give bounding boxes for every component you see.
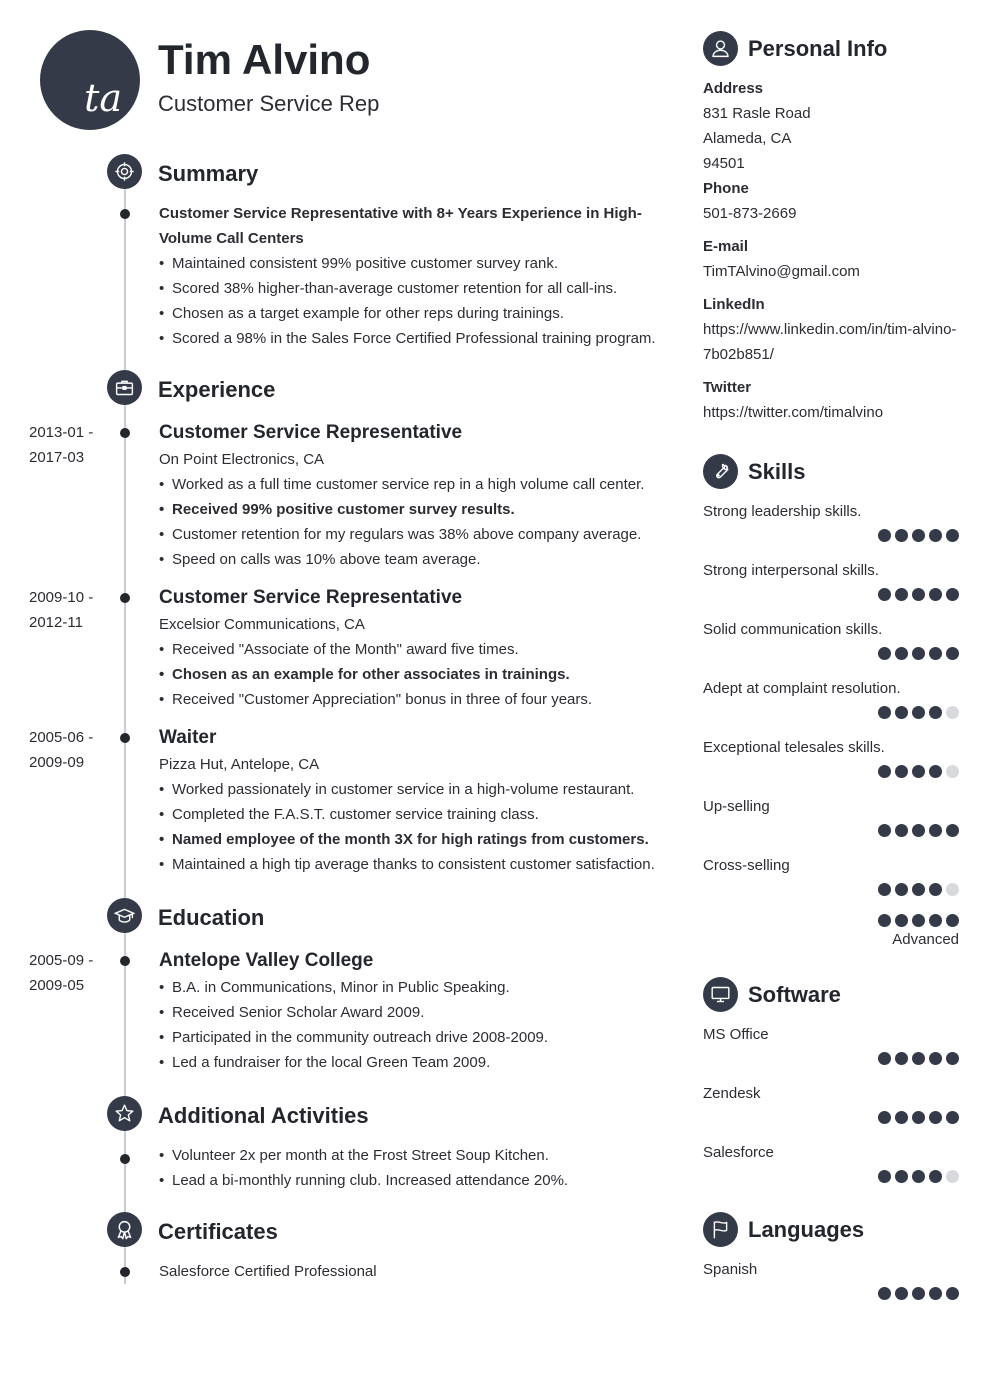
rating-dot-filled <box>929 529 942 542</box>
graduation-cap-icon <box>107 898 142 933</box>
bullet-item: • Received Senior Scholar Award 2009. <box>159 1000 669 1025</box>
skill-item <box>703 617 959 660</box>
timeline-dot <box>120 593 130 603</box>
skill-item <box>703 794 959 837</box>
section-title-education: Education <box>158 905 265 930</box>
skill-rating <box>703 647 959 660</box>
software-name: Salesforce <box>703 1144 774 1161</box>
summary-lead: Customer Service Representative with 8+ Years Experience in High-Volume Call Centers <box>159 205 642 247</box>
date-from: 2005-09 - <box>29 952 94 969</box>
rating-dot-filled <box>946 914 959 927</box>
wrench-icon <box>703 454 738 489</box>
section-title-certificates: Certificates <box>158 1219 278 1244</box>
timeline-dot <box>120 1154 130 1164</box>
language-rating <box>703 1287 959 1300</box>
software-rating <box>703 1052 959 1065</box>
software-item <box>703 1022 959 1065</box>
rating-dot-filled <box>895 1052 908 1065</box>
rating-dot-filled <box>878 883 891 896</box>
rating-dot-filled <box>878 588 891 601</box>
rating-dot-filled <box>912 588 925 601</box>
bullet-item: • Speed on calls was 10% above team average. <box>159 547 669 572</box>
rating-dot-filled <box>929 1170 942 1183</box>
skill-name: Cross-selling <box>703 857 790 874</box>
skill-rating <box>703 706 959 719</box>
job-dates <box>29 585 109 635</box>
bullet-item: • B.A. in Communications, Minor in Public Speaking. <box>159 975 669 1000</box>
software-item <box>703 1140 959 1183</box>
language-name: Spanish <box>703 1261 758 1278</box>
date-from: 2009-10 - <box>29 589 94 606</box>
rating-dot-empty <box>946 765 959 778</box>
rating-dot-filled <box>878 529 891 542</box>
timeline-line <box>124 404 126 900</box>
rating-dot-empty <box>946 883 959 896</box>
rating-dot-filled <box>912 1052 925 1065</box>
rating-dot-filled <box>895 1111 908 1124</box>
bullet-item: • Scored a 98% in the Sales Force Certified Professional training program. <box>159 326 669 351</box>
rating-dot-filled <box>912 1170 925 1183</box>
monogram-initials: ta <box>84 76 122 120</box>
rating-dot-filled <box>946 588 959 601</box>
twitter-label: Twitter <box>703 379 752 396</box>
job-organization: Pizza Hut, Antelope, CA <box>159 756 320 773</box>
bullet-item: • Chosen as a target example for other reps during trainings. <box>159 301 669 326</box>
timeline-dot <box>120 956 130 966</box>
timeline-line <box>124 1130 126 1214</box>
rating-dot-filled <box>895 824 908 837</box>
briefcase-icon <box>107 370 142 405</box>
skill-rating <box>703 765 959 778</box>
rating-dot-filled <box>912 1111 925 1124</box>
section-title-experience: Experience <box>158 377 276 402</box>
timeline-dot <box>120 1267 130 1277</box>
bullet-item: • Volunteer 2x per month at the Frost Street Soup Kitchen. <box>159 1143 669 1168</box>
rating-dot-filled <box>895 1287 908 1300</box>
target-icon <box>107 154 142 189</box>
rating-dot-filled <box>929 1052 942 1065</box>
rating-dot-filled <box>929 588 942 601</box>
activities-bullets <box>159 1143 669 1193</box>
rating-dot-filled <box>912 706 925 719</box>
timeline-line <box>124 1246 126 1284</box>
section-title-languages: Languages <box>748 1217 865 1242</box>
address-line: 94501 <box>703 155 745 172</box>
rating-dot-filled <box>929 914 942 927</box>
bullet-item: • Named employee of the month 3X for high ratings from customers. <box>159 827 669 852</box>
job-entry <box>159 583 669 712</box>
software-item <box>703 1081 959 1124</box>
rating-dot-empty <box>946 1170 959 1183</box>
rating-dot-filled <box>929 883 942 896</box>
rating-dot-filled <box>946 824 959 837</box>
rating-dot-filled <box>895 588 908 601</box>
flag-icon <box>703 1212 738 1247</box>
job-entry <box>159 723 669 877</box>
rating-dot-filled <box>929 765 942 778</box>
rating-dot-filled <box>912 529 925 542</box>
job-title: Customer Service Representative <box>159 587 463 608</box>
candidate-name: Tim Alvino <box>158 36 371 83</box>
rating-dot-filled <box>878 765 891 778</box>
certificates-block <box>159 1259 669 1284</box>
education-dates <box>29 948 109 998</box>
rating-dot-filled <box>946 647 959 660</box>
rating-dot-filled <box>929 706 942 719</box>
personal-info-block <box>703 76 965 425</box>
section-title-summary: Summary <box>158 161 259 186</box>
bullet-item: • Lead a bi-monthly running club. Increased attendance 20%. <box>159 1168 669 1193</box>
date-to: 2009-05 <box>29 977 85 994</box>
skill-name: Up-selling <box>703 798 770 815</box>
bullet-item: • Maintained a high tip average thanks to consistent customer satisfaction. <box>159 852 669 877</box>
rating-dot-filled <box>895 883 908 896</box>
software-rating <box>703 1111 959 1124</box>
job-title: Waiter <box>159 727 217 748</box>
summary-block <box>159 201 669 351</box>
rating-dot-filled <box>878 1170 891 1183</box>
bullet-item: • Received "Customer Appreciation" bonus in three of four years. <box>159 687 669 712</box>
skill-rating <box>703 824 959 837</box>
job-bullets <box>159 472 669 572</box>
rating-dot-filled <box>929 824 942 837</box>
address-label: Address <box>703 80 764 97</box>
timeline-dot <box>120 733 130 743</box>
rating-dot-filled <box>912 914 925 927</box>
skill-item <box>703 499 959 542</box>
rating-dot-filled <box>929 1111 942 1124</box>
award-ribbon-icon <box>107 1212 142 1247</box>
rating-dot-filled <box>878 706 891 719</box>
section-title-activities: Additional Activities <box>158 1103 369 1128</box>
bullet-item: • Customer retention for my regulars was 38% above company average. <box>159 522 669 547</box>
monogram-avatar <box>40 30 140 130</box>
rating-dot-filled <box>946 1052 959 1065</box>
bullet-item: • Worked as a full time customer service rep in a high volume call center. <box>159 472 669 497</box>
job-bullets <box>159 777 669 877</box>
bullet-item: • Maintained consistent 99% positive customer survey rank. <box>159 251 669 276</box>
job-title: Customer Service Representative <box>159 422 463 443</box>
section-title-personal-info: Personal Info <box>748 36 888 61</box>
legend-label: Advanced <box>892 931 959 948</box>
skill-name: Strong interpersonal skills. <box>703 562 879 579</box>
rating-dot-filled <box>912 883 925 896</box>
rating-dot-filled <box>878 647 891 660</box>
skill-rating <box>703 883 959 896</box>
skill-name: Adept at complaint resolution. <box>703 680 901 697</box>
date-to: 2009-09 <box>29 754 85 771</box>
rating-dot-filled <box>912 1287 925 1300</box>
rating-dot-filled <box>878 914 891 927</box>
star-icon <box>107 1096 142 1131</box>
candidate-title: Customer Service Rep <box>158 91 380 116</box>
rating-dot-filled <box>895 647 908 660</box>
bullet-item: • Received 99% positive customer survey results. <box>159 497 669 522</box>
linkedin-value: https://www.linkedin.com/in/tim-alvino- <box>703 321 957 338</box>
rating-dot-filled <box>895 706 908 719</box>
bullet-item: • Led a fundraiser for the local Green Team 2009. <box>159 1050 669 1075</box>
skill-name: Exceptional telesales skills. <box>703 739 885 756</box>
rating-legend <box>703 909 959 952</box>
email-label: E-mail <box>703 238 749 255</box>
rating-dot-filled <box>878 1287 891 1300</box>
bullet-item: • Received "Associate of the Month" award five times. <box>159 637 669 662</box>
legend-rating <box>703 914 959 927</box>
skill-rating <box>703 588 959 601</box>
bullet-item: • Chosen as an example for other associates in trainings. <box>159 662 669 687</box>
rating-dot-filled <box>878 1111 891 1124</box>
section-title-software: Software <box>748 982 841 1007</box>
linkedin-value: 7b02b851/ <box>703 346 774 363</box>
timeline-dot <box>120 428 130 438</box>
date-from: 2013-01 - <box>29 424 94 441</box>
rating-dot-filled <box>895 529 908 542</box>
education-bullets <box>159 975 669 1075</box>
rating-dot-filled <box>878 1052 891 1065</box>
rating-dot-filled <box>912 647 925 660</box>
date-to: 2017-03 <box>29 449 85 466</box>
software-name: Zendesk <box>703 1085 761 1102</box>
phone-label: Phone <box>703 180 749 197</box>
twitter-value: https://twitter.com/timalvino <box>703 404 884 421</box>
monitor-icon <box>703 977 738 1012</box>
job-organization: On Point Electronics, CA <box>159 451 325 468</box>
rating-dot-filled <box>878 824 891 837</box>
address-line: 831 Rasle Road <box>703 105 811 122</box>
skill-item <box>703 558 959 601</box>
school-name: Antelope Valley College <box>159 950 374 971</box>
job-organization: Excelsior Communications, CA <box>159 616 365 633</box>
address-line: Alameda, CA <box>703 130 792 147</box>
job-dates <box>29 420 109 470</box>
activities-block <box>159 1143 669 1193</box>
job-bullets <box>159 637 669 712</box>
software-rating <box>703 1170 959 1183</box>
skill-item <box>703 853 959 896</box>
phone-value: 501-873-2669 <box>703 205 797 222</box>
user-icon <box>703 31 738 66</box>
software-name: MS Office <box>703 1026 769 1043</box>
linkedin-label: LinkedIn <box>703 296 765 313</box>
rating-dot-filled <box>946 1111 959 1124</box>
bullet-item: • Completed the F.A.S.T. customer service training class. <box>159 802 669 827</box>
language-item <box>703 1257 959 1300</box>
rating-dot-empty <box>946 706 959 719</box>
education-entry <box>159 946 669 1075</box>
job-dates <box>29 725 109 775</box>
timeline-dot <box>120 209 130 219</box>
email-value: TimTAlvino@gmail.com <box>703 263 860 280</box>
rating-dot-filled <box>912 824 925 837</box>
bullet-item: • Scored 38% higher-than-average customer retention for all call-ins. <box>159 276 669 301</box>
rating-dot-filled <box>895 765 908 778</box>
section-title-skills: Skills <box>748 459 806 484</box>
skill-item <box>703 735 959 778</box>
rating-dot-filled <box>912 765 925 778</box>
rating-dot-filled <box>929 1287 942 1300</box>
summary-bullets <box>159 251 669 351</box>
skill-name: Solid communication skills. <box>703 621 883 638</box>
rating-dot-filled <box>946 529 959 542</box>
bullet-item: • Participated in the community outreach drive 2008-2009. <box>159 1025 669 1050</box>
job-entry <box>159 418 669 572</box>
skill-rating <box>703 529 959 542</box>
skill-name: Strong leadership skills. <box>703 503 862 520</box>
rating-dot-filled <box>929 647 942 660</box>
bullet-item: • Worked passionately in customer service in a high-volume restaurant. <box>159 777 669 802</box>
date-to: 2012-11 <box>29 614 83 631</box>
rating-dot-filled <box>895 914 908 927</box>
rating-dot-filled <box>895 1170 908 1183</box>
rating-dot-filled <box>946 1287 959 1300</box>
date-from: 2005-06 - <box>29 729 94 746</box>
certificate-item: Salesforce Certified Professional <box>159 1263 377 1280</box>
skill-item <box>703 676 959 719</box>
